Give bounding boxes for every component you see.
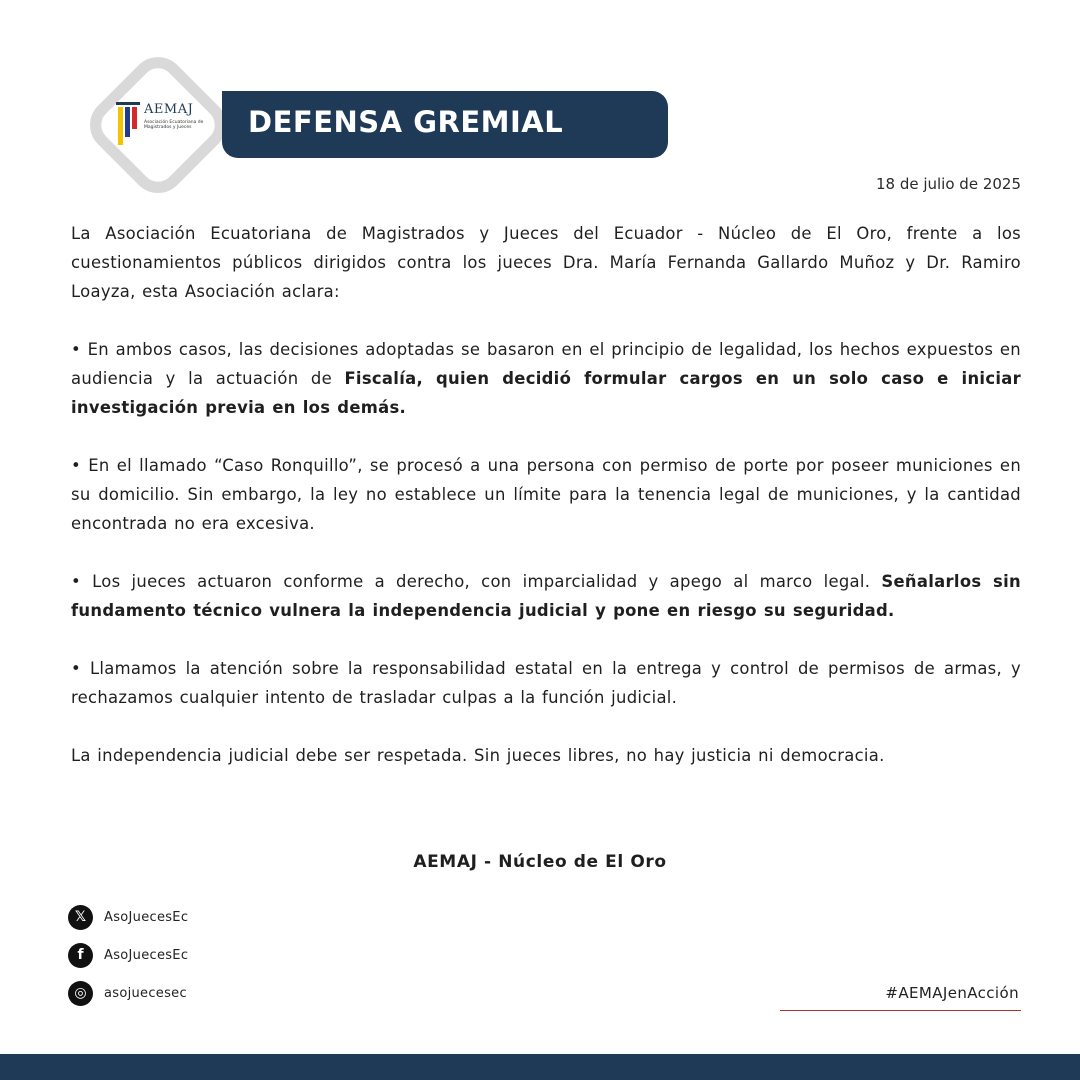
point-1: • En ambos casos, las decisiones adoptadas se basaron en el principio de legalidad, los hechos expuestos en audiencia y la actuación de Fiscalía, quien decidió formular cargos en un solo caso e iniciar investigación previa en los demás. xyxy=(71,340,1022,417)
logo-name: AEMAJ xyxy=(144,102,194,117)
header-banner xyxy=(222,91,668,158)
footer-bar xyxy=(0,1054,1080,1080)
logo-columns-icon xyxy=(114,100,142,148)
x-icon: 𝕏 xyxy=(68,905,93,930)
intro-paragraph: La Asociación Ecuatoriana de Magistrados y Jueces del Ecuador - Núcleo de El Oro, frente a los cuestionamientos públicos dirigidos contra los jueces Dra. María Fernanda Gallardo Muñoz y Dr. Ramiro Loayza, esta Asociación aclara: xyxy=(71,224,1021,301)
logo-subtitle: Asociación Ecuatoriana de Magistrados y Jueces xyxy=(144,120,204,130)
page-title: DEFENSA GREMIAL xyxy=(248,105,564,139)
instagram-icon: ◎ xyxy=(68,981,93,1006)
instagram-handle[interactable]: asojuecesec xyxy=(104,985,187,1001)
social-links xyxy=(68,904,188,1018)
statement-body xyxy=(71,219,1021,799)
social-x[interactable] xyxy=(68,904,188,930)
point-3: • Los jueces actuaron conforme a derecho, con imparcialidad y apego al marco legal. Señalarlos sin fundamento técnico vulnera la independencia judicial y pone en riesgo su seguridad. xyxy=(71,572,1021,620)
closing-paragraph: La independencia judicial debe ser respetada. Sin jueces libres, no hay justicia ni democracia. xyxy=(71,746,885,765)
hashtag[interactable]: #AEMAJenAcción xyxy=(885,984,1019,1002)
social-facebook[interactable] xyxy=(68,942,188,968)
aemaj-logo xyxy=(114,100,214,152)
facebook-icon: f xyxy=(68,943,93,968)
point-2: • En el llamado “Caso Ronquillo”, se procesó a una persona con permiso de porte por poseer municiones en su domicilio. Sin embargo, la ley no establece un límite para la tenencia legal de municiones, y la cantidad encontrada no era excesiva. xyxy=(71,456,1022,533)
x-handle[interactable]: AsoJuecesEc xyxy=(104,909,189,925)
signature: AEMAJ - Núcleo de El Oro xyxy=(413,852,667,872)
social-instagram[interactable] xyxy=(68,980,188,1006)
date: 18 de julio de 2025 xyxy=(875,175,1021,193)
facebook-handle[interactable]: AsoJuecesEc xyxy=(104,947,189,963)
point-4: • Llamamos la atención sobre la responsabilidad estatal en la entrega y control de permisos de armas, y rechazamos cualquier intento de trasladar culpas a la función judicial. xyxy=(71,659,1021,707)
hashtag-underline xyxy=(780,1010,1021,1011)
